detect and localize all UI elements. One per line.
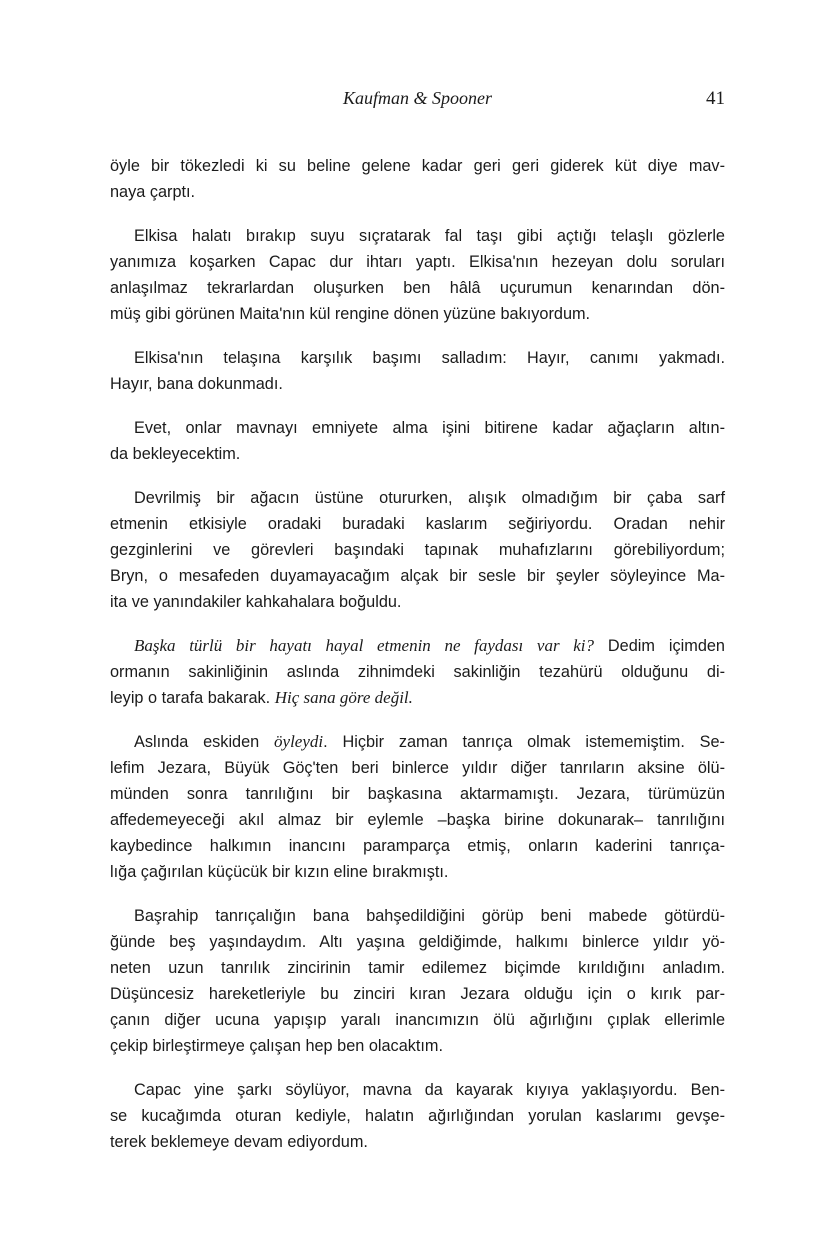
text-run: Başrahip tanrıçalığın bana bahşedildiğini görüp beni mabede götürdü-: [134, 907, 725, 925]
text-line: [110, 903, 725, 929]
paragraph: [110, 903, 725, 1059]
text-run: affedemeyeceği akıl almaz bir eylemle –başka birine dokunarak– tanrılığını: [110, 811, 725, 829]
page-number: 41: [706, 88, 725, 109]
text-run: Bryn, o mesafeden duyamayacağım alçak bir sesle bir şeyler söyleyince Ma-: [110, 567, 725, 585]
text-run: çanın diğer ucuna yapışıp yaralı inancımızın ölü ağırlığını çıplak ellerimle: [110, 1011, 725, 1029]
text-line: [110, 249, 725, 275]
text-run: Dedim içimden: [593, 637, 725, 655]
text-line: [110, 223, 725, 249]
text-line: [110, 781, 725, 807]
text-run: münden sonra tanrılığını bir başkasına aktarmamıştı. Jezara, türümüzün: [110, 785, 725, 803]
text-run: gezginlerini ve görevleri başındaki tapınak muhafızlarını görebiliyordum;: [110, 541, 725, 559]
text-line: [110, 659, 725, 685]
text-run: lığa çağırılan küçücük bir kızın eline bırakmıştı.: [110, 863, 449, 881]
paragraph: [110, 633, 725, 711]
text-run: . Hiçbir zaman tanrıça olmak istememiştim. Se-: [323, 733, 725, 751]
text-run: terek beklemeye devam ediyordum.: [110, 1133, 368, 1151]
text-line: [110, 563, 725, 589]
italic-text: Başka türlü bir hayatı hayal etmenin ne faydası var ki?: [134, 636, 594, 655]
paragraph: [110, 345, 725, 397]
text-run: öyle bir tökezledi ki su beline gelene kadar geri geri giderek küt diye mav-: [110, 157, 725, 175]
paragraph: [110, 1077, 725, 1155]
text-line: [110, 179, 725, 205]
italic-text: öyleydi: [274, 732, 324, 751]
text-run: Devrilmiş bir ağacın üstüne otururken, alışık olmadığım bir çaba sarf: [134, 489, 725, 507]
text-run: çekip birleştirmeye çalışan hep ben olacaktım.: [110, 1037, 444, 1055]
text-line: [110, 1077, 725, 1103]
text-run: ğünde beş yaşındaydım. Altı yaşına geldiğimde, halkımı binlerce yıldır yö-: [110, 933, 725, 951]
text-run: Elkisa'nın telaşına karşılık başımı salladım: Hayır, canımı yakmadı.: [134, 349, 725, 367]
text-run: anlaşılmaz tekrarlardan oluşurken ben hâlâ uçurumun kenarından dön-: [110, 279, 725, 297]
text-run: se kucağımda oturan kediyle, halatın ağırlığından yorulan kaslarımı gevşe-: [110, 1107, 725, 1125]
text-line: [110, 441, 725, 467]
text-line: [110, 485, 725, 511]
text-run: Düşüncesiz hareketleriyle bu zinciri kıran Jezara olduğu için o kırık par-: [110, 985, 725, 1003]
text-line: [110, 685, 725, 711]
paragraph: [110, 485, 725, 615]
text-run: yanımıza koşarken Capac dur ihtarı yaptı. Elkisa'nın hezeyan dolu soruları: [110, 253, 725, 271]
text-run: ormanın sakinliğinin aslında zihnimdeki sakinliğin tezahürü olduğunu di-: [110, 663, 725, 681]
text-run: Aslında eskiden: [134, 733, 275, 751]
text-line: [110, 981, 725, 1007]
text-run: da bekleyecektim.: [110, 445, 241, 463]
text-run: Elkisa halatı bırakıp suyu sıçratarak fal taşı gibi açtığı telaşlı gözlerle: [134, 227, 725, 245]
text-line: [110, 371, 725, 397]
text-line: [110, 755, 725, 781]
text-line: [110, 955, 725, 981]
text-line: [110, 633, 725, 659]
running-head-title: Kaufman & Spooner: [342, 88, 492, 108]
running-header: [110, 88, 725, 114]
text-run: kaybedince halkımın inancını paramparça etmiş, onların kaderini tanrıça-: [110, 837, 725, 855]
text-line: [110, 729, 725, 755]
body-text: [110, 153, 725, 1173]
text-run: Hayır, bana dokunmadı.: [110, 375, 283, 393]
text-line: [110, 345, 725, 371]
text-line: [110, 275, 725, 301]
text-run: lefim Jezara, Büyük Göç'ten beri binlerce yıldır diğer tanrıların aksine ölü-: [110, 759, 725, 777]
text-line: [110, 589, 725, 615]
text-line: [110, 415, 725, 441]
paragraph: [110, 223, 725, 327]
paragraph: [110, 415, 725, 467]
text-line: [110, 859, 725, 885]
text-line: [110, 1007, 725, 1033]
paragraph: [110, 153, 725, 205]
text-line: [110, 1103, 725, 1129]
text-line: [110, 301, 725, 327]
text-run: naya çarptı.: [110, 183, 196, 201]
text-line: [110, 153, 725, 179]
text-line: [110, 1129, 725, 1155]
text-run: müş gibi görünen Maita'nın kül rengine dönen yüzüne bakıyordum.: [110, 305, 591, 323]
text-run: ita ve yanındakiler kahkahalara boğuldu.: [110, 593, 402, 611]
text-run: leyip o tarafa bakarak.: [110, 689, 275, 707]
text-line: [110, 929, 725, 955]
text-line: [110, 511, 725, 537]
text-run: Evet, onlar mavnayı emniyete alma işini bitirene kadar ağaçların altın-: [134, 419, 725, 437]
paragraph: [110, 729, 725, 885]
text-line: [110, 807, 725, 833]
text-run: neten uzun tanrılık zincirinin tamir edilemez biçimde kırıldığını anladım.: [110, 959, 725, 977]
text-line: [110, 537, 725, 563]
text-run: etmenin etkisiyle oradaki buradaki kaslarım seğiriyordu. Oradan nehir: [110, 515, 725, 533]
italic-text: Hiç sana göre değil.: [274, 688, 413, 707]
text-line: [110, 1033, 725, 1059]
text-run: Capac yine şarkı söylüyor, mavna da kayarak kıyıya yaklaşıyordu. Ben-: [134, 1081, 725, 1099]
text-line: [110, 833, 725, 859]
